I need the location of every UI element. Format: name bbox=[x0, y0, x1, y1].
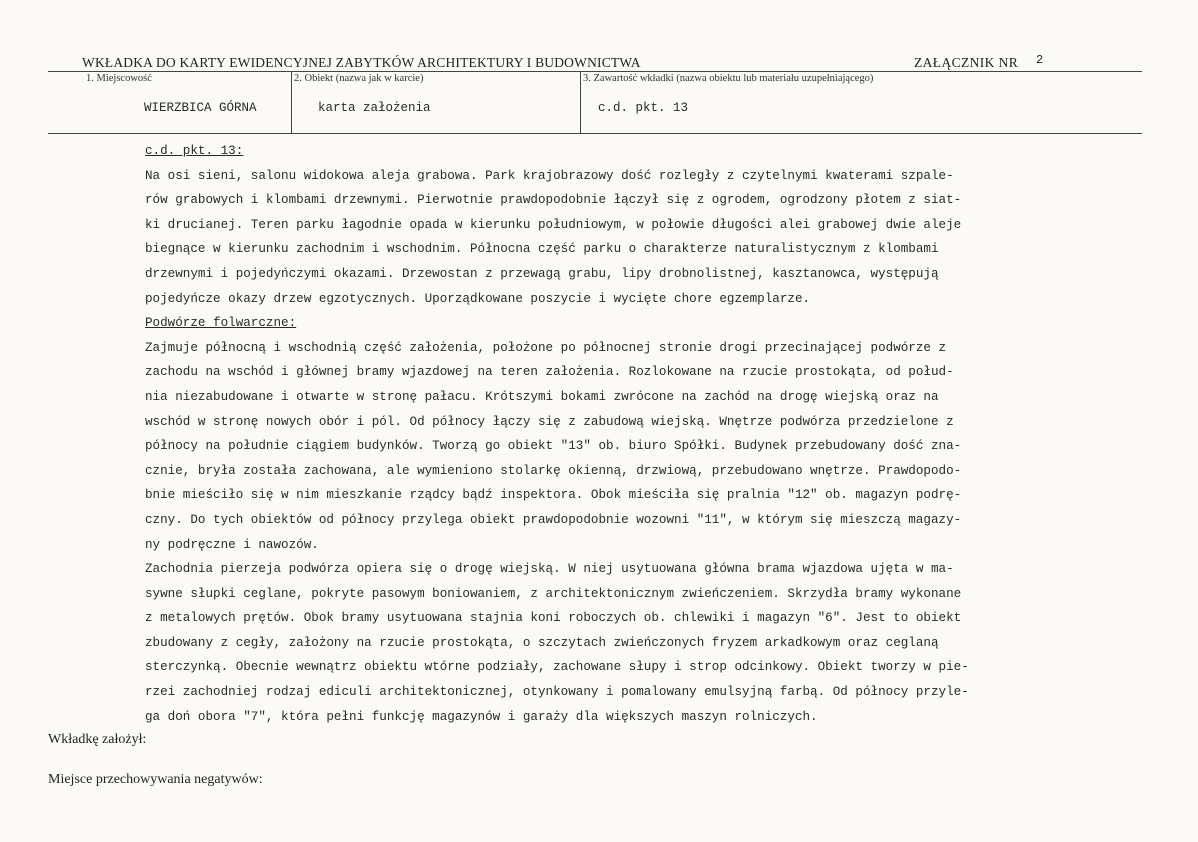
text-line: drzewnymi i pojedyńczymi okazami. Drzewostan z przewagą grabu, lipy drobnolistnej, kasztanowca, występują bbox=[145, 266, 939, 281]
text-line: ny podręczne i nawozów. bbox=[145, 537, 319, 552]
section-heading-cd: c.d. pkt. 13: bbox=[145, 144, 244, 158]
text-line: rzei zachodniej rodzaj ediculi architektonicznej, otynkowany i pomalowany emulsyjną farbą. Od północy przyle- bbox=[145, 685, 969, 700]
locality-value: WIERZBICA GÓRNA bbox=[144, 101, 257, 115]
negatives-storage-label: Miejsce przechowywania negatywów: bbox=[48, 772, 263, 787]
text-line: z metalowych prętów. Obok bramy usytuowana stajnia koni roboczych ob. chlewiki i magazyn "6". Jest to obiekt bbox=[145, 611, 962, 626]
text-line: cznie, bryła została zachowana, ale wymieniono stolarkę okienną, drzwiową, przebudowano wnętrze. Prawdopodo- bbox=[145, 463, 962, 478]
column-divider-1 bbox=[291, 71, 292, 133]
text-line: północy na południe ciągiem budynków. Tworzą go obiekt "13" ob. biuro Spółki. Budynek przebudowany dość zna- bbox=[145, 439, 962, 454]
text-line: Zajmuje północną i wschodnią część założenia, położone po północnej stronie drogi przecinającej podwórze z bbox=[145, 340, 947, 355]
object-value: karta założenia bbox=[318, 101, 431, 115]
text-line: sterczynką. Obecnie wewnątrz obiektu wtórne podziały, zachowane słupy i strop odcinkowy. Obiekt tworzy w pie- bbox=[145, 660, 969, 675]
text-line: bnie mieściło się w nim mieszkanie rządcy bądź inspektora. Obok mieściła się pralnia "12" ob. magazyn podrę- bbox=[145, 488, 962, 503]
text-line: pojedyńcze okazy drzew egzotycznych. Uporządkowane poszycie i wycięte chore egzemplarze. bbox=[145, 291, 811, 306]
author-label: Wkładkę założył: bbox=[48, 732, 147, 747]
annex-label-text: ZAŁĄCZNIK NR bbox=[914, 55, 1019, 70]
body-text bbox=[145, 139, 1065, 729]
section-heading-farmyard: Podwórze folwarczne: bbox=[145, 316, 297, 331]
header-top-rule bbox=[48, 71, 1142, 72]
form-title: WKŁADKA DO KARTY EWIDENCYJNEJ ZABYTKÓW ARCHITEKTURY I BUDOWNICTWA bbox=[82, 55, 641, 70]
text-line: sywne słupki ceglane, pokryte pasowym boniowaniem, z architektonicznym zwieńczeniem. Skrzydła bramy wykonane bbox=[145, 586, 962, 601]
column-divider-2 bbox=[580, 71, 581, 133]
text-line: wschód w stronę nowych obór i pól. Od północy łączy się z zabudową wiejską. Wnętrze podwórza przedzielone z bbox=[145, 414, 954, 429]
header-bottom-rule bbox=[48, 133, 1142, 134]
content-label: 3. Zawartość wkładki (nazwa obiektu lub materiału uzupełniającego) bbox=[583, 73, 874, 84]
text-line: rów grabowych i klombami drzewnymi. Pierwotnie prawdopodobnie łączył się z ogrodem, ogrodzony płotem z siat- bbox=[145, 193, 962, 208]
text-line: nia niezabudowane i otwarte w stronę pałacu. Krótszymi bokami zwrócone na zachód na drogę wiejską oraz na bbox=[145, 389, 939, 404]
text-line: zachodu na wschód i głównej bramy wjazdowej na teren założenia. Rozlokowane na rzucie prostokąta, od połud- bbox=[145, 365, 954, 380]
object-label: 2. Obiekt (nazwa jak w karcie) bbox=[294, 73, 424, 84]
annex-number: 2 bbox=[1036, 53, 1044, 67]
locality-label: 1. Miejscowość bbox=[86, 73, 152, 84]
annex-label bbox=[914, 53, 1044, 71]
text-line: zbudowany z cegły, założony na rzucie prostokąta, o szczytach zwieńczonych fryzem arkadkowym oraz ceglaną bbox=[145, 635, 939, 650]
text-line: ki drucianej. Teren parku łagodnie opada w kierunku południowym, w połowie długości alei grabowej dwie aleje bbox=[145, 217, 962, 232]
text-line: czny. Do tych obiektów od północy przylega obiekt prawdopodobnie wozowni "11", w którym się mieszczą magazy- bbox=[145, 512, 962, 527]
text-line: Na osi sieni, salonu widokowa aleja grabowa. Park krajobrazowy dość rozległy z czytelnymi kwaterami szpale- bbox=[145, 168, 954, 183]
text-line: Zachodnia pierzeja podwórza opiera się o drogę wiejską. W niej usytuowana główna brama wjazdowa ujęta w ma- bbox=[145, 562, 954, 577]
text-line: biegnące w kierunku zachodnim i wschodnim. Północna część parku o charakterze naturalistycznym z klombami bbox=[145, 242, 939, 257]
content-value: c.d. pkt. 13 bbox=[598, 101, 689, 115]
text-line: ga doń obora "7", która pełni funkcję magazynów i garaży dla większych maszyn rolniczych. bbox=[145, 709, 818, 724]
